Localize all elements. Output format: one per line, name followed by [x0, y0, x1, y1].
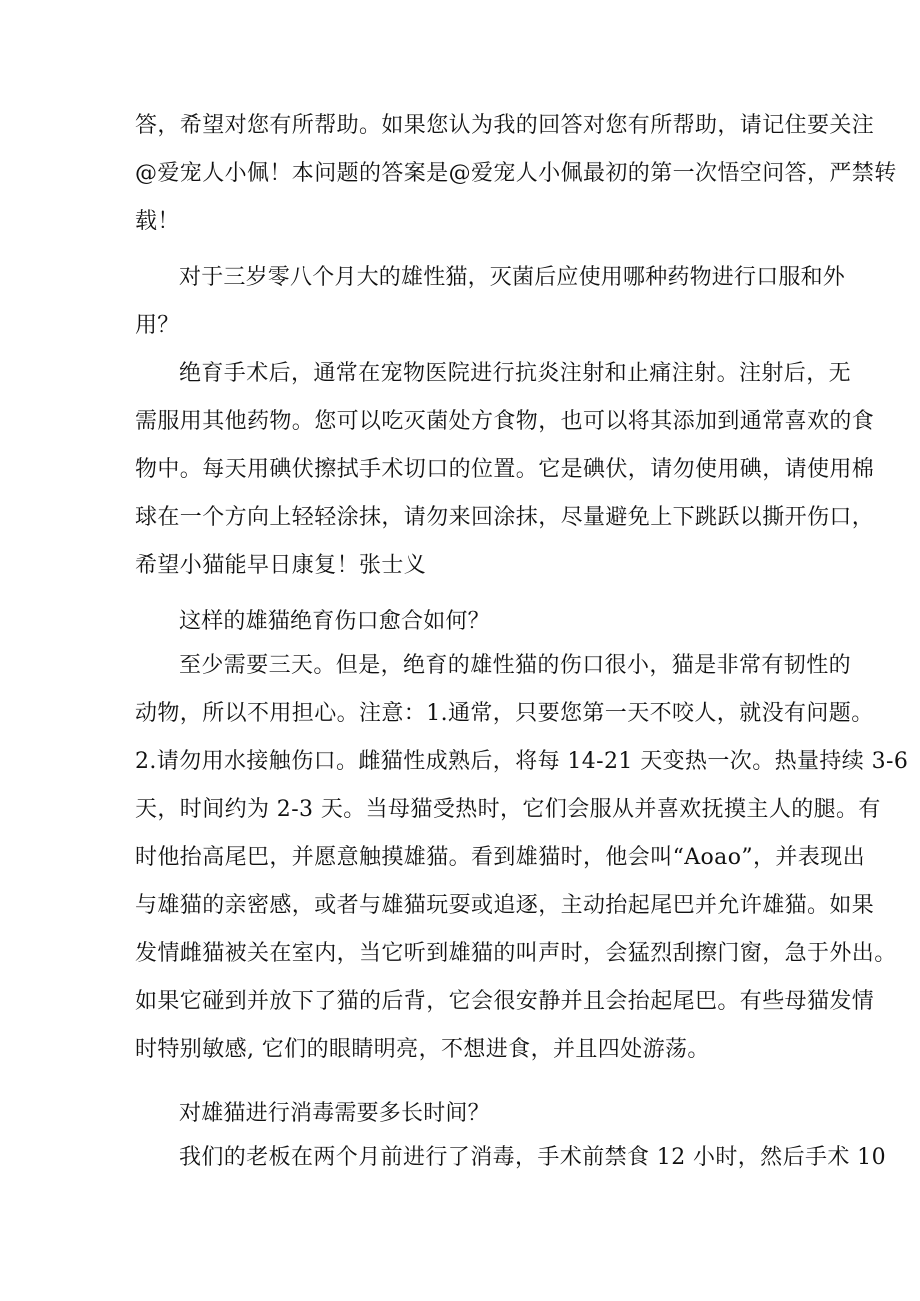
- text-line: 对雄猫进行消毒需要多长时间？: [179, 1101, 490, 1126]
- text-line: 希望小猫能早日康复！张士义: [135, 553, 427, 578]
- text-line: 时他抬高尾巴，并愿意触摸雄猫。看到雄猫时，他会叫“Aoao”，并表现出: [135, 845, 865, 870]
- text-line: 与雄猫的亲密感，或者与雄猫玩耍或追逐，主动抬起尾巴并允许雄猫。如果: [135, 893, 875, 918]
- text-line: 用？: [135, 313, 180, 338]
- paragraph-question-duration: [135, 1090, 795, 1138]
- text-line: 发情雌猫被关在室内，当它听到雄猫的叫声时，会猛烈刮擦门窗，急于外出。: [135, 941, 897, 966]
- paragraph-answer-medication: [135, 350, 875, 590]
- text-line: 载！: [135, 209, 180, 234]
- paragraph-answer-duration: [135, 1134, 886, 1182]
- text-line: 需服用其他药物。您可以吃灭菌处方食物，也可以将其添加到通常喜欢的食: [135, 409, 875, 434]
- text-line: 时特别敏感, 它们的眼睛明亮，不想进食，并且四处游荡。: [135, 1037, 710, 1062]
- paragraph-answer-closing: [135, 102, 897, 246]
- text-line: 物中。每天用碘伏擦拭手术切口的位置。它是碘伏，请勿使用碘，请使用棉: [135, 457, 875, 482]
- text-line: 这样的雄猫绝育伤口愈合如何？: [179, 609, 490, 634]
- paragraph-question-healing: [135, 598, 795, 646]
- text-line: 我们的老板在两个月前进行了消毒，手术前禁食 12 小时，然后手术 10: [179, 1145, 886, 1170]
- text-line: @爱宠人小佩！本问题的答案是@爱宠人小佩最初的第一次悟空问答，严禁转: [135, 161, 897, 186]
- text-line: 球在一个方向上轻轻涂抹，请勿来回涂抹，尽量避免上下跳跃以撕开伤口，: [135, 505, 875, 530]
- text-line: 对于三岁零八个月大的雄性猫，灭菌后应使用哪种药物进行口服和外: [179, 265, 846, 290]
- text-line: 如果它碰到并放下了猫的后背，它会很安静并且会抬起尾巴。有些母猫发情: [135, 989, 875, 1014]
- text-line: 绝育手术后，通常在宠物医院进行抗炎注射和止痛注射。注射后，无: [179, 361, 852, 386]
- text-line: 答，希望对您有所帮助。如果您认为我的回答对您有所帮助，请记住要关注: [135, 113, 875, 138]
- paragraph-answer-healing: [135, 642, 909, 1074]
- text-line: 天，时间约为 2-3 天。当母猫受热时，它们会服从并喜欢抚摸主人的腿。有: [135, 797, 881, 822]
- text-line: 至少需要三天。但是，绝育的雄性猫的伤口很小，猫是非常有韧性的: [179, 653, 852, 678]
- text-line: 2.请勿用水接触伤口。雌猫性成熟后，将每 14-21 天变热一次。热量持续 3-6: [135, 749, 909, 774]
- text-line: 动物，所以不用担心。注意：1.通常，只要您第一天不咬人，就没有问题。: [135, 701, 874, 726]
- paragraph-question-medication: [135, 254, 846, 350]
